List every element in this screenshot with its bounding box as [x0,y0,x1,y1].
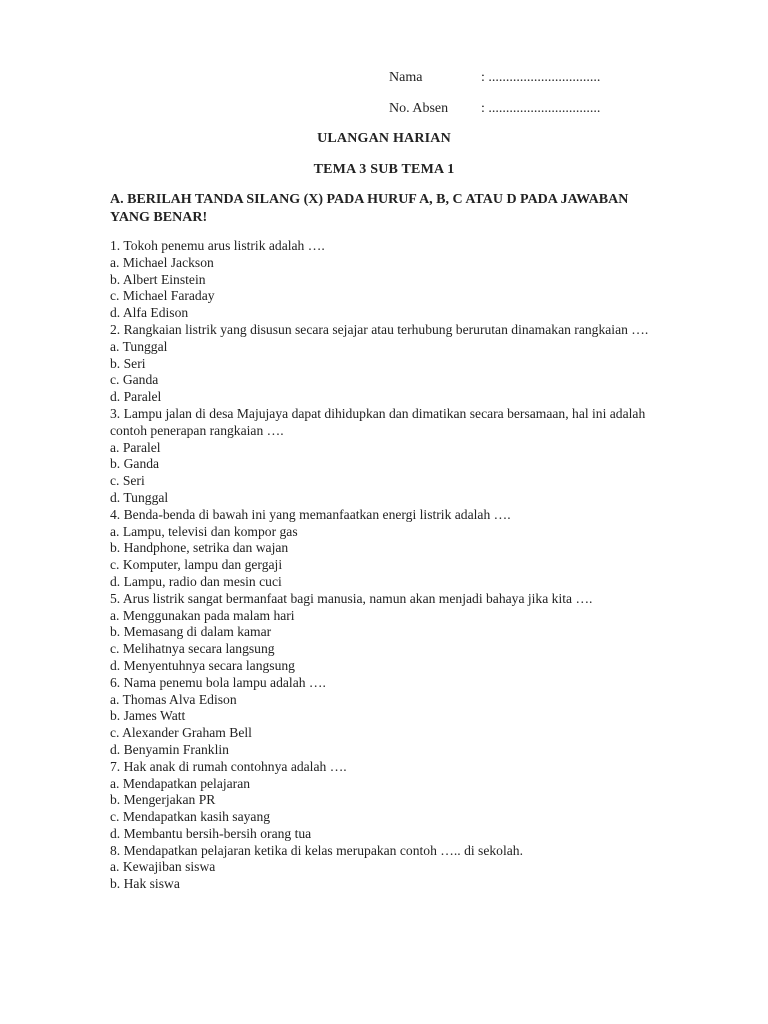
answer-option: b. Hak siswa [110,876,180,892]
answer-option: d. Benyamin Franklin [110,741,229,757]
question-text: 8. Mendapatkan pelajaran ketika di kelas merupakan contoh ….. di sekolah. [110,842,523,858]
answer-option: b. Memasang di dalam kamar [110,624,272,640]
answer-option: d. Paralel [110,389,162,405]
instruction-heading: A. BERILAH TANDA SILANG (X) PADA HURUF A, B, C ATAU D PADA JAWABAN YANG BENAR! [110,192,629,225]
answer-option: a. Thomas Alva Edison [110,691,237,707]
answer-option: c. Melihatnya secara langsung [110,641,275,657]
answer-option: b. Albert Einstein [110,271,206,287]
question-text: 3. Lampu jalan di desa Majujaya dapat dihidupkan dan dimatikan secara bersamaan, hal ini adalah contoh penerapan rangkaian …. [110,405,646,438]
question-list [110,238,670,893]
page-title: ULANGAN HARIAN [317,131,451,146]
answer-option: a. Lampu, televisi dan kompor gas [110,523,298,539]
answer-option: d. Menyentuhnya secara langsung [110,657,295,673]
answer-option: a. Menggunakan pada malam hari [110,607,295,623]
answer-option: b. Ganda [110,456,160,472]
answer-option: c. Alexander Graham Bell [110,725,252,741]
answer-option: d. Lampu, radio dan mesin cuci [110,573,282,589]
question-text: 1. Tokoh penemu arus listrik adalah …. [110,238,325,253]
question-text: 7. Hak anak di rumah contohnya adalah …. [110,758,347,774]
question-text: 6. Nama penemu bola lampu adalah …. [110,674,326,690]
answer-option: d. Membantu bersih-bersih orang tua [110,825,312,841]
page-subtitle: TEMA 3 SUB TEMA 1 [313,162,455,177]
answer-option: a. Paralel [110,439,161,455]
answer-option: a. Tunggal [110,338,168,354]
absen-label: No. Absen [389,101,449,116]
answer-option: b. Handphone, setrika dan wajan [110,540,289,556]
answer-option: a. Kewajiban siswa [110,859,216,875]
answer-option: c. Seri [110,473,145,489]
absen-blank: : ................................ [481,101,601,116]
answer-option: b. Seri [110,355,146,371]
answer-option: d. Tunggal [110,489,169,505]
answer-option: d. Alfa Edison [110,305,189,321]
question-text: 5. Arus listrik sangat bermanfaat bagi manusia, namun akan menjadi bahaya jika kita …. [110,590,593,606]
answer-option: a. Mendapatkan pelajaran [110,775,251,791]
name-row [389,69,600,86]
answer-option: c. Michael Faraday [110,288,215,304]
answer-option: b. James Watt [110,708,186,724]
name-blank: : ................................ [481,70,601,85]
absen-row [389,100,600,117]
answer-option: a. Michael Jackson [110,254,214,270]
name-label: Nama [389,70,423,85]
answer-option: b. Mengerjakan PR [110,792,216,808]
answer-option: c. Mendapatkan kasih sayang [110,809,271,825]
question-text: 4. Benda-benda di bawah ini yang memanfaatkan energi listrik adalah …. [110,506,511,522]
answer-option: c. Ganda [110,372,159,388]
answer-option: c. Komputer, lampu dan gergaji [110,557,283,573]
question-text: 2. Rangkaian listrik yang disusun secara sejajar atau terhubung berurutan dinamakan rangkaian …. [110,321,649,337]
